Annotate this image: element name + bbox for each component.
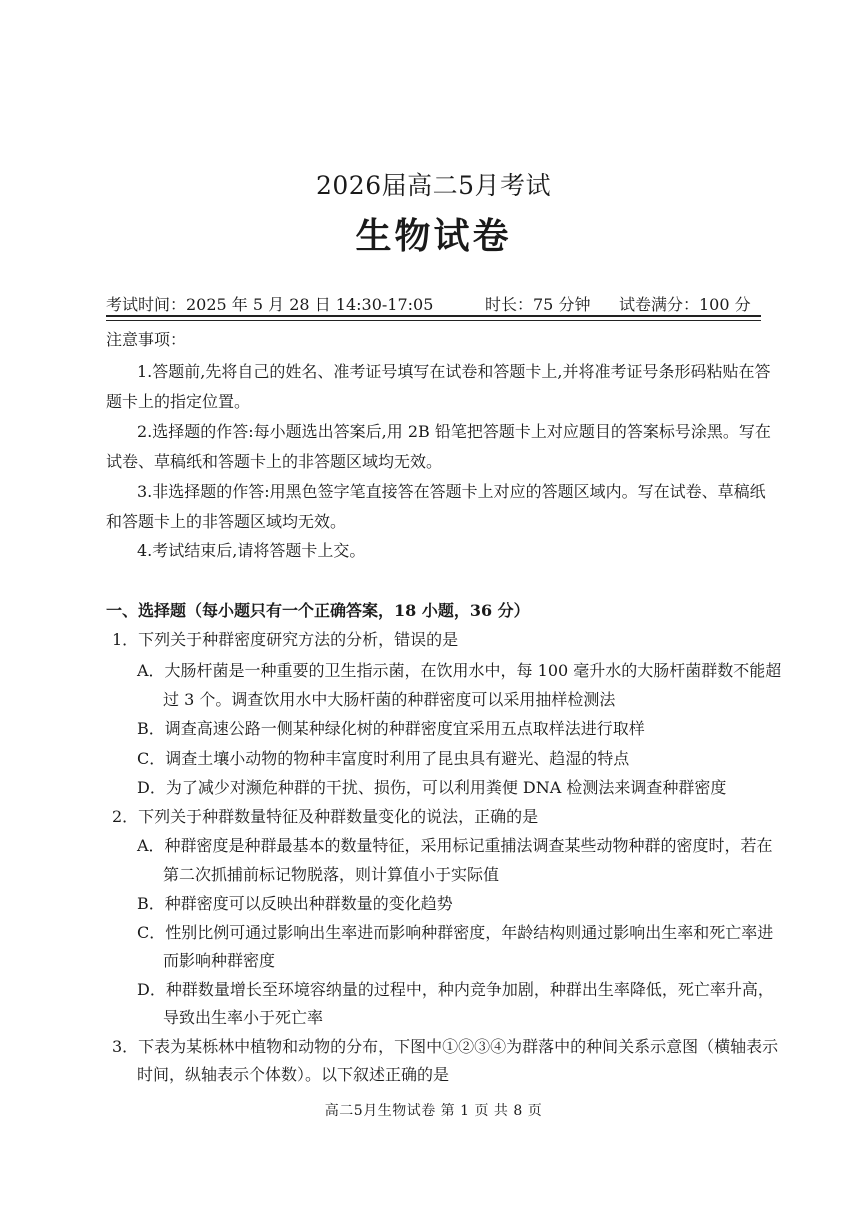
section-heading: 一、选择题（每小题只有一个正确答案，18 小题，36 分） <box>106 601 530 620</box>
question-stem: 3．下表为某栎林中植物和动物的分布，下图中①②③④为群落中的种间关系示意图（横轴表示 <box>112 1037 779 1056</box>
subject-title: 生物试卷 <box>355 215 512 257</box>
notice-line: 3.非选择题的作答:用黑色签字笔直接答在答题卡上对应的答题区域内。写在试卷、草稿纸 <box>137 482 766 501</box>
question-option-continued: 而影响种群密度 <box>163 951 276 970</box>
question-option: A．种群密度是种群最基本的数量特征，采用标记重捕法调查某些动物种群的密度时，若在 <box>137 836 773 855</box>
question-option: C．性别比例可通过影响出生率进而影响种群密度，年龄结构则通过影响出生率和死亡率进 <box>137 923 774 942</box>
question-option: D．种群数量增长至环境容纳量的过程中，种内竞争加剧，种群出生率降低，死亡率升高， <box>137 980 774 999</box>
notice-heading: 注意事项： <box>106 330 187 349</box>
question-stem: 2．下列关于种群数量特征及种群数量变化的说法，正确的是 <box>112 807 539 826</box>
question-stem-continued: 时间，纵轴表示个体数）。以下叙述正确的是 <box>137 1065 450 1084</box>
notice-line: 2.选择题的作答:每小题选出答案后,用 2B 铅笔把答题卡上对应题目的答案标号涂黑。写在 <box>137 422 771 441</box>
question-option: A．大肠杆菌是一种重要的卫生指示菌，在饮用水中，每 100 毫升水的大肠杆菌群数不能超 <box>137 661 782 680</box>
question-option: B．种群密度可以反映出种群数量的变化趋势 <box>137 894 453 913</box>
exam-title: 2026届高二5月考试 <box>315 171 552 200</box>
exam-time-info: 考试时间：2025 年 5 月 28 日 14:30-17:05 <box>106 295 434 314</box>
question-option-continued: 过 3 个。调查饮用水中大肠杆菌的种群密度可以采用抽样检测法 <box>163 690 616 709</box>
exam-duration-info: 时长：75 分钟 <box>485 295 591 314</box>
exam-score-info: 试卷满分：100 分 <box>619 295 751 314</box>
header-rule-thin <box>106 320 761 321</box>
page-footer: 高二5月生物试卷 第 1 页 共 8 页 <box>324 1103 543 1119</box>
question-option-continued: 第二次抓捕前标记物脱落，则计算值小于实际值 <box>163 865 500 884</box>
notice-line: 题卡上的指定位置。 <box>106 392 251 411</box>
notice-line: 试卷、草稿纸和答题卡上的非答题区域均无效。 <box>106 452 443 471</box>
notice-line: 1.答题前,先将自己的姓名、准考证号填写在试卷和答题卡上,并将准考证号条形码粘贴在答 <box>137 362 771 381</box>
header-rule-thick <box>106 315 761 317</box>
question-stem: 1．下列关于种群密度研究方法的分析，错误的是 <box>112 630 459 649</box>
question-option: C．调查土壤小动物的物种丰富度时利用了昆虫具有避光、趋湿的特点 <box>137 749 630 768</box>
question-option: B．调查高速公路一侧某种绿化树的种群密度宜采用五点取样法进行取样 <box>137 719 645 738</box>
notice-line: 和答题卡上的非答题区域均无效。 <box>106 512 347 531</box>
question-option-continued: 导致出生率小于死亡率 <box>163 1008 324 1027</box>
notice-line: 4.考试结束后,请将答题卡上交。 <box>137 541 366 560</box>
question-option: D．为了减少对濒危种群的干扰、损伤，可以利用粪便 DNA 检测法来调查种群密度 <box>137 778 727 797</box>
